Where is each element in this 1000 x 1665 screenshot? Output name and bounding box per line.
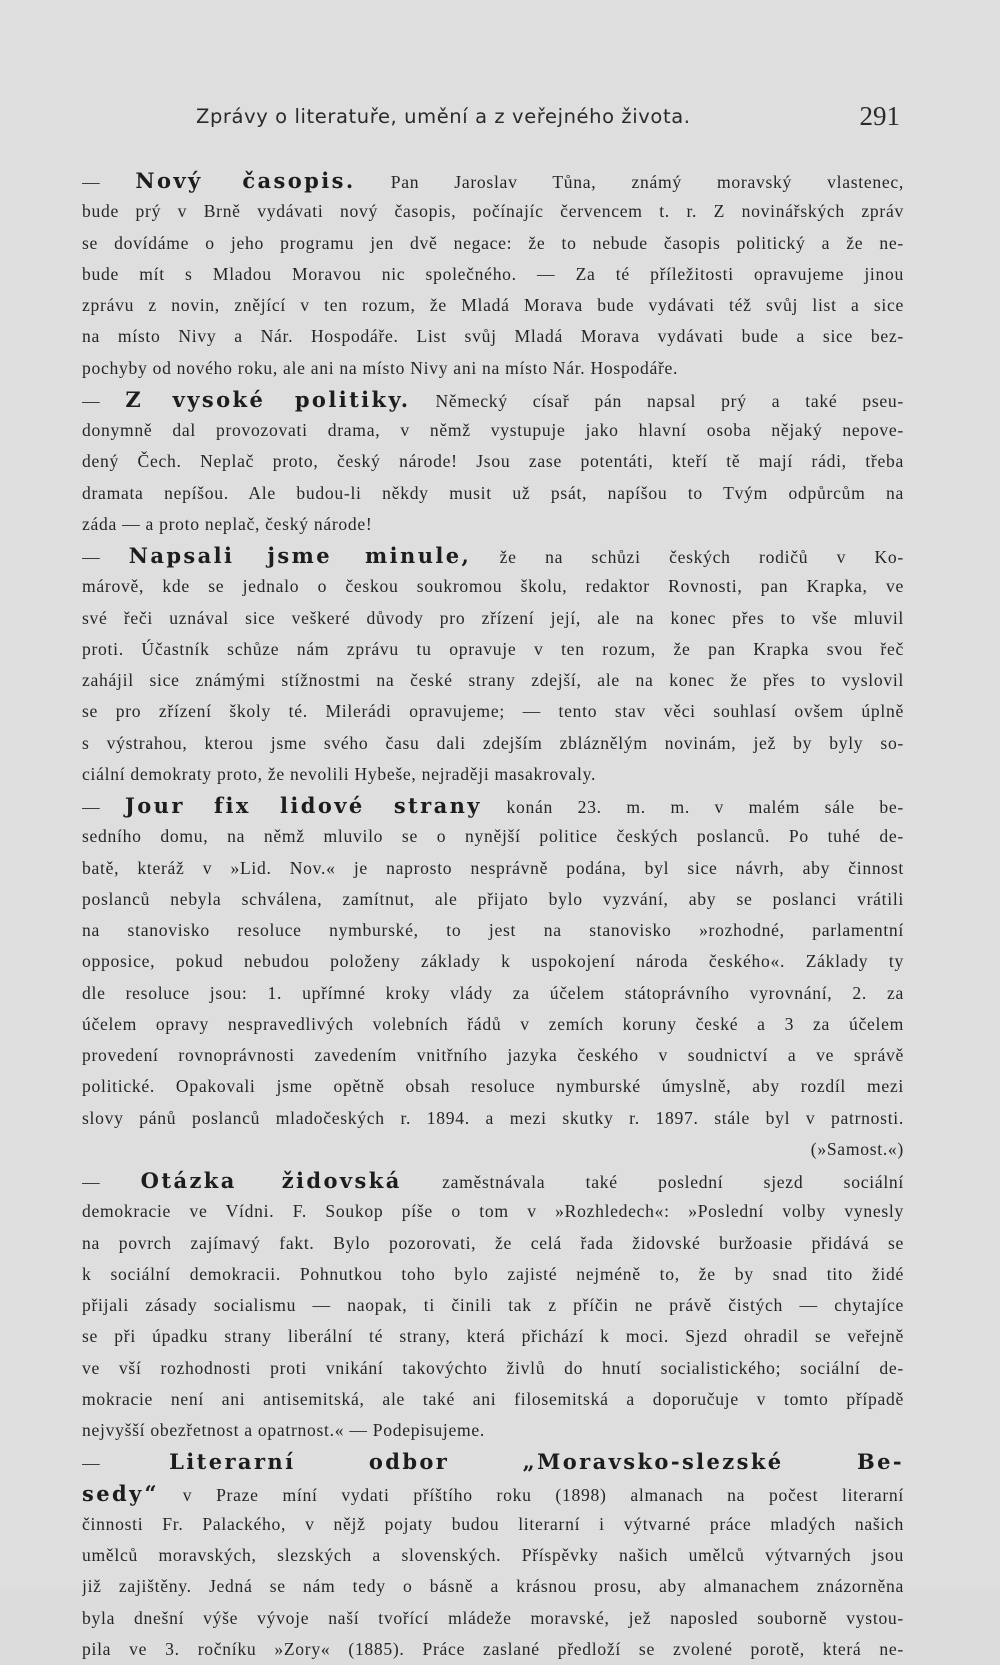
text-line: poslanců nebyla schválena, zamítnut, ale přijato bylo vyzvání, aby se poslanci vrátili — [82, 888, 904, 909]
text-line: se dovídáme o jeho programu jen dvě negace: že to nebude časopis politický a že ne- — [82, 232, 904, 253]
text-line: demokracie ve Vídni. F. Soukop píše o tom v »Rozhledech«: »Poslední volby vynesly — [82, 1201, 904, 1222]
text-line: již zajištěny. Jedná se nám tedy o básně a krásnou prosu, aby almanachem znázorněna — [82, 1576, 904, 1597]
text-line: opposice, pokud nebudou položeny základy k uspokojení národa českého«. Základy ty — [82, 951, 904, 972]
text-line: byla dnešní výše vývoje naší tvořící mládeže moravské, jež naposled souborně vystou- — [82, 1607, 904, 1628]
text-line: ciální demokraty proto, že nevolili Hybeše, nejraději masakrovaly. — [82, 763, 597, 784]
text-line: pila ve 3. ročníku »Zory« (1885). Práce zaslané předloží se zvolené porotě, která ne- — [82, 1638, 904, 1659]
text-line: účelem opravy nespravedlivých volebních řádů v zemích koruny české a 3 za účelem — [82, 1013, 904, 1034]
text-line: slovy pánů poslanců mladočeských r. 1894. a mezi skutky r. 1897. stále byl v patrnosti. — [82, 1107, 904, 1128]
text-line: — Literarní odbor „Moravsko-slezské Be- — [82, 1449, 904, 1475]
text-line: bude mít s Mladou Moravou nic společného. — Za té příležitosti opravujeme jinou — [82, 263, 904, 284]
news-item — [82, 384, 904, 540]
text-line: záda — a proto neplač, český národe! — [82, 513, 373, 534]
text-line: na stanovisko resoluce nymburské, to jest na stanovisko »rozhodné, parlamentní — [82, 920, 904, 940]
text-line: přijali zásady socialismu — naopak, ti činili tak z příčin ne právě čistých — chytajíce — [82, 1295, 904, 1315]
text-line: — Z vysoké politiky. Německý císař pán napsal prý a také pseu- — [82, 386, 904, 412]
text-line: sedního domu, na němž mluvilo se o nynější politice českých poslanců. Po tuhé de- — [82, 826, 904, 847]
text-line: umělců moravských, slezských a slovenských. Příspěvky našich umělců výtvarných jsou — [82, 1545, 904, 1565]
page-number: 291 — [859, 101, 900, 131]
text-line: dramata nepíšou. Ale budou-li někdy musit už psát, napíšou to Tvým odpůrcům na — [82, 482, 904, 503]
section-heading: Jour fix lidové strany — [124, 793, 482, 818]
text-line: nejvyšší obezřetnost a opatrnost.« — Podepisujeme. — [82, 1420, 485, 1440]
text-line: činnosti Fr. Palackého, v nějž pojaty budou literarní i výtvarné práce mladých našich — [82, 1513, 904, 1534]
text-line: provedení rovnoprávnosti zavedením vnitřního jazyka českého v soudnictví a ve správě — [82, 1045, 904, 1065]
text-line: s výstrahou, kterou jsme svého času dali zdejším zbláznělým novinám, jež by byly so- — [82, 732, 904, 753]
text-line: — Jour fix lidové strany konán 23. m. m. v malém sále be- — [82, 793, 904, 818]
text-line: — Napsali jsme minule, že na schůzi českých rodičů v Ko- — [82, 543, 904, 568]
text-line: pochyby od nového roku, ale ani na místo Nivy ani na místo Nár. Hospodáře. — [82, 357, 679, 378]
text-line: — Nový časopis. Pan Jaroslav Tůna, známý moravský vlastenec, — [82, 168, 904, 193]
text-line: márově, kde se jednalo o českou soukromou školu, redaktor Rovnosti, pan Krapka, ve — [82, 576, 904, 597]
text-line: mokracie není ani antisemitská, ale také ani filosemitská a doporučuje v tomto případě — [82, 1388, 904, 1409]
section-heading: Napsali jsme minule, — [128, 543, 472, 568]
section-heading-continued: sedy“ — [82, 1480, 159, 1506]
text-line: politické. Opakovali jsme opětně obsah resoluce nymburské úmyslně, aby rozdíl mezi — [82, 1076, 904, 1097]
text-line: na povrch zajímavý fakt. Bylo pozorovati, že celá řada židovské buržoasie přidává se — [82, 1232, 904, 1253]
section-heading: Nový časopis. — [135, 168, 356, 193]
section-heading: Otázka židovská — [140, 1168, 402, 1193]
page-body — [82, 165, 904, 1665]
text-line: se pro zřízení školy té. Milerádi opravujeme; — tento stav věci souhlasí ovšem úplně — [82, 701, 904, 722]
news-item — [82, 165, 904, 384]
news-item — [82, 790, 904, 1165]
section-heading: Z vysoké politiky. — [125, 386, 411, 412]
text-line: své řeči uznával sice veškeré důvody pro zřízení její, ale na konec přes to vše mluvil — [82, 607, 904, 628]
text-line: na místo Nivy a Nár. Hospodáře. List svůj Mladá Morava vydávati bude a sice bez- — [82, 326, 904, 347]
news-item — [82, 1446, 904, 1665]
section-heading: Literarní odbor „Moravsko-slezské Be- — [169, 1449, 904, 1475]
text-line: k sociální demokracii. Pohnutkou toho bylo zajisté nejméně to, že by snad tito židé — [82, 1263, 904, 1284]
running-title: Zprávy o literatuře, umění a z veřejného života. — [196, 105, 691, 128]
text-line: zprávu z novin, znějící v ten rozum, že Mladá Morava bude vydávati též svůj list a sice — [82, 295, 904, 315]
text-line: ve vší rozhodnosti proti vnikání takovýchto živlů do hnutí socialistického; sociální de- — [82, 1357, 904, 1378]
text-line: batě, kteráž v »Lid. Nov.« je naprosto nesprávně podána, byl sice návrh, aby činnost — [82, 857, 904, 878]
text-line: se při úpadku strany liberální té strany, která přichází k moci. Sjezd ohradil se veřejně — [82, 1326, 904, 1347]
running-head — [196, 101, 916, 135]
text-line: zahájil sice známými stížnostmi na české strany zdejší, ale na konec že přes to vyslovil — [82, 670, 904, 690]
news-item — [82, 1165, 904, 1446]
text-line: — Otázka židovská zaměstnávala také poslední sjezd sociální — [82, 1168, 904, 1193]
text-line: sedy“ v Praze míní vydati příštího roku (1898) almanach na počest literarní — [82, 1480, 904, 1506]
source-attribution: (»Samost.«) — [810, 1138, 904, 1159]
news-item — [82, 540, 904, 790]
text-line: donymně dal provozovati drama, v němž vystupuje jako hlavní osoba nějaký nepove- — [82, 420, 904, 440]
text-line: proti. Účastník schůze nám zprávu tu opravuje v ten rozum, že pan Krapka svou řeč — [82, 638, 904, 659]
text-line: bude prý v Brně vydávati nový časopis, počínajíc červencem t. r. Z novinářských zpráv — [82, 201, 904, 222]
text-line: dený Čech. Neplač proto, český národe! Jsou zase potentáti, kteří tě mají rádi, třeba — [82, 451, 904, 472]
text-line: dle resoluce jsou: 1. upřímné kroky vlády za účelem státoprávního vyrovnání, 2. za — [82, 982, 904, 1003]
